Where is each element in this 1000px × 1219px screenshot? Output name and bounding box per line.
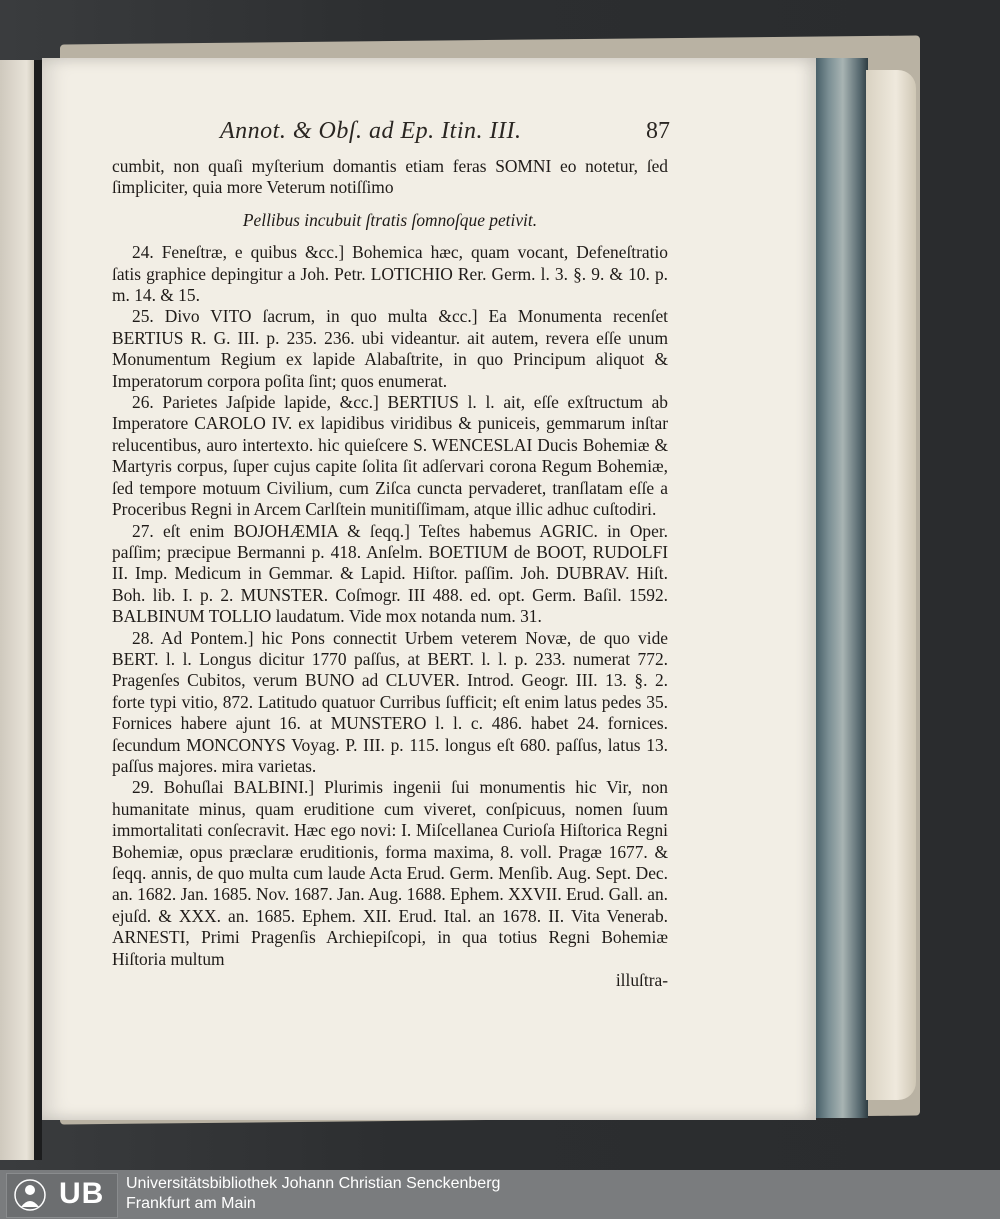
library-footer: [0, 1170, 1000, 1219]
running-title: Annot. & Obſ. ad Ep. Itin. III.: [220, 118, 522, 144]
institution-name: Universitätsbibliothek Johann Christian Senckenberg: [126, 1175, 501, 1192]
note-27: 27. eſt enim BOJOHÆMIA & ſeqq.] Teſtes habemus AGRIC. in Oper. paſſim; præcipue Bermanni p. 418. Anſelm. BOETIUM de BOOT, RUDOLFI II. Imp. Medicum in Gemmar. & Lapid. Hiſtor. paſſim. Joh. DUBRAV. Hiſt. Boh. lib. I. p. 2. MUNSTER. Coſmogr. III 488. ed. opt. Germ. Baſil. 1592. BALBINUM TOLLIO laudatum. Vide mox notanda num. 31.: [112, 520, 668, 627]
catchword: illuſtra-: [615, 970, 668, 991]
library-logo[interactable]: [6, 1173, 118, 1218]
previous-page-edge: [0, 60, 38, 1160]
body-text: [112, 156, 668, 991]
note-25: 25. Divo VITO ſacrum, in quo multa &cc.] Ea Monumenta recenſet BERTIUS R. G. III. p. 235. 236. ubi videantur. ait autem, revera eſſe unum Monumentum Regium ex lapide Alabaſtrite, in quo Principum aliquot & Imperatorum corpora poſita ſint; quos enumerat.: [112, 306, 668, 391]
university-seal-icon: [13, 1177, 47, 1213]
verse-quote: Pellibus incubuit ſtratis ſomnoſque petivit.: [242, 209, 538, 230]
note-29: 29. Bohuſlai BALBINI.] Plurimis ingenii ſui monumentis hic Vir, non humanitate minus, quam eruditione cum viveret, conſpicuus, nomen ſuum immortalitati conſecravit. Hæc ego novi: I. Miſcellanea Curioſa Hiſtorica Regni Bohemiæ, opus præclaræ eruditionis, forma maxima, 8. voll. Pragæ 1677. & ſeqq. annis, de quo multa cum laude Acta Erud. Germ. Menſib. Aug. Sept. Dec. an. 1682. Jan. 1685. Nov. 1687. Jan. Aug. 1688. Ephem. XXVII. Erud. Gall. an. ejuſd. & XXX. an. 1685. Ephem. XII. Erud. Ital. an 1678. II. Vita Venerab. ARNESTI, Primi Pragenſis Archiepiſcopi, in qua totius Regni Bohemiæ Hiſtoria multum: [112, 777, 668, 969]
page-gutter: [34, 60, 42, 1160]
running-header: [220, 118, 670, 152]
note-28: 28. Ad Pontem.] hic Pons connectit Urbem veterem Novæ, de quo vide BERT. l. l. Longus dicitur 1770 paſſus, at BERT. l. l. p. 233. numerat 772. Pragenſes Cubitos, verum BUNO ad CLUVER. Introd. Geogr. III. 13. §. 2. forte typi vitio, 872. Latitudo quatuor Curribus ſufficit; eſt enim latus pedes 35. Fornices habere ajunt 16. at MUNSTERO l. l. c. 486. habet 24. fornices. ſecundum MONCONYS Voyag. P. III. p. 115. longus eſt 680. paſſus, latus 13. paſſus majores. mira varietas.: [112, 627, 668, 776]
institution-city: Frankfurt am Main: [126, 1195, 256, 1212]
cover-edge: [866, 70, 916, 1100]
note-26: 26. Parietes Jaſpide lapide, &cc.] BERTIUS l. l. ait, eſſe exſtructum ab Imperatore CAROLO IV. ex lapidibus viridibus & puniceis, gemmarum inſtar relucentibus, auro intertexto. hic quieſcere S. WENCESLAI Ducis Bohemiæ & Martyris corpus, ſuper cujus capite ſolita ſit adſervari corona Regum Bohemiæ, ſed tempore motuum Civilium, cum Ziſca cuncta pervaderet, tranſlatam eſſe a Proceribus Regni in Arcem Carlſtein munitiſſimam, atque illic adhuc cuſtodiri.: [112, 392, 668, 520]
paragraph-continuation: cumbit, non quaſi myſterium domantis etiam feras SOMNI eo notetur, ſed ſimpliciter, quia more Veterum notiſſimo: [112, 156, 668, 198]
logo-text: UB: [59, 1177, 105, 1210]
page-number: 87: [646, 118, 670, 144]
page-block-edge: [812, 58, 868, 1118]
note-24: 24. Feneſtræ, e quibus &cc.] Bohemica hæc, quam vocant, Defeneſtratio ſatis graphice depingitur a Joh. Petr. LOTICHIO Rer. Germ. l. 3. §. 9. & 10. p. m. 14. & 15.: [112, 242, 668, 306]
